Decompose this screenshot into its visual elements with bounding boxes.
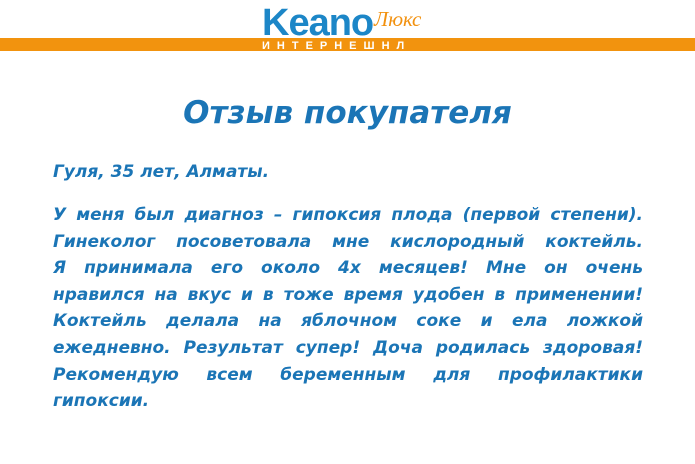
logo-wordmark: Keano [262,2,374,44]
review-line: У меня был диагноз – гипоксия плода (первой степени). [53,205,643,225]
review-line: Коктейль делала на яблочном соке и ела ложкой [53,311,643,332]
review-line: Рекомендую всем беременным для профилактики [53,364,643,385]
brand-logo [262,2,462,58]
logo-subtitle: ИНТЕРНЕШНЛ [262,40,412,52]
review-line: Я принимала его около 4х месяцев! Мне он очень [53,258,643,279]
logo-lux-script: Люкс [374,7,422,31]
review-line: Гинеколог посоветовала мне кислородный коктейль. [53,231,643,252]
review-text [53,202,643,415]
review-line: ежедневно. Результат супер! Доча родилась здоровая! [53,337,643,358]
review-author: Гуля, 35 лет, Алматы. [53,162,270,182]
page-title: Отзыв покупателя [183,95,512,131]
review-line: гипоксии. [53,391,150,412]
review-line: нравился на вкус и в тоже время удобен в применении! [53,284,643,305]
